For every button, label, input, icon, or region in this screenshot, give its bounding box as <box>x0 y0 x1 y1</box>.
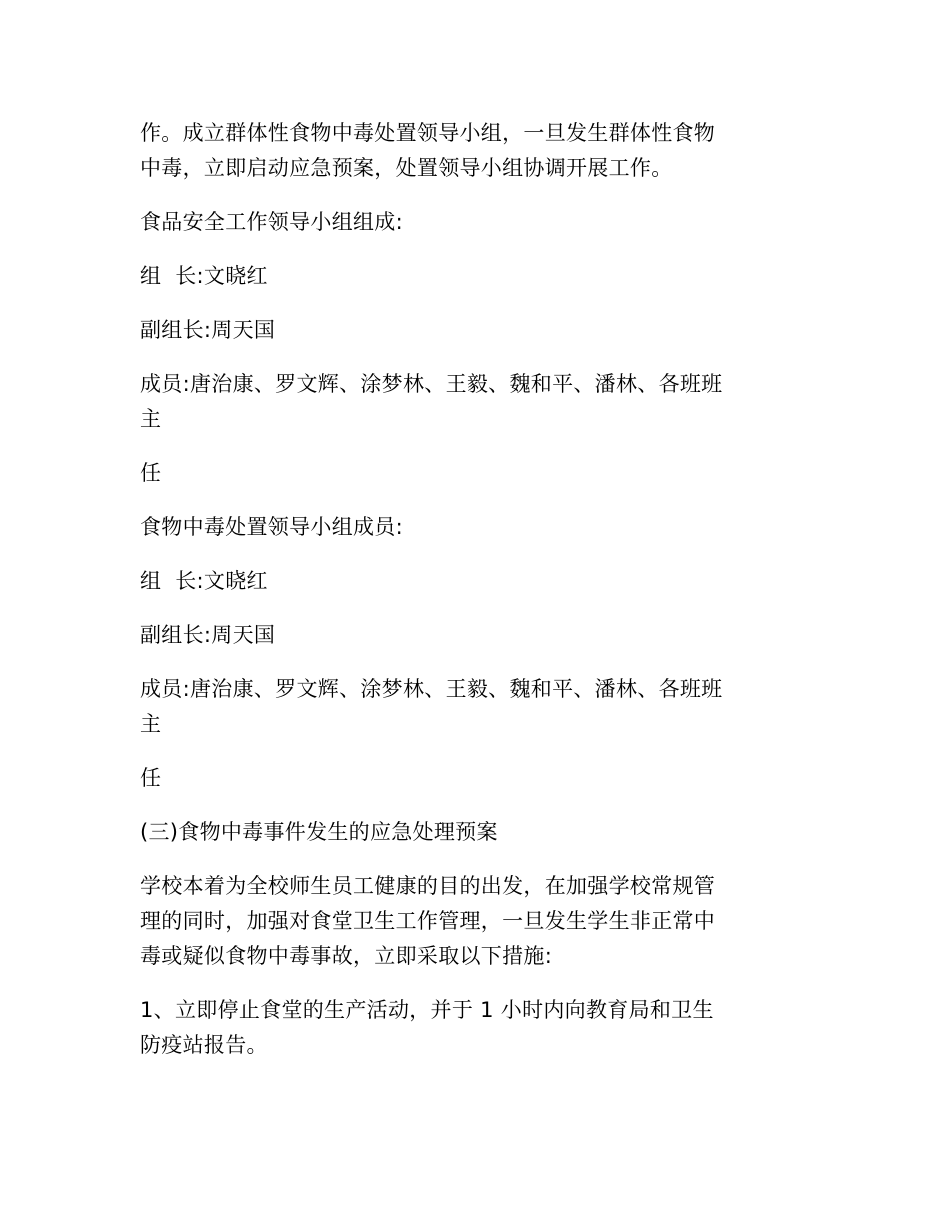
paragraph-emergency-measures <box>140 869 810 974</box>
text-line: 1、立即停止食堂的生产活动，并于 1 小时内向教育局和卫生 <box>140 998 714 1022</box>
text-line: 副组长:周天国 <box>140 623 276 647</box>
text-line: 主 <box>140 712 162 736</box>
text-line: 中毒，立即启动应急预案，处置领导小组协调开展工作。 <box>140 156 673 180</box>
group-leader <box>140 259 810 294</box>
paragraph-intro <box>140 116 810 186</box>
text-line: 主 <box>140 407 162 431</box>
text-line: 学校本着为全校师生员工健康的目的出发，在加强学校常规管 <box>140 874 716 898</box>
document-body <box>140 116 810 1082</box>
text-line: 毒或疑似食物中毒事故，立即采取以下措施: <box>140 944 553 968</box>
group-members <box>140 367 810 437</box>
text-line: 任 <box>140 766 162 790</box>
group-members-continued <box>140 761 810 796</box>
group-leader <box>140 564 810 599</box>
text-line: 组 长:文晓红 <box>140 569 268 593</box>
text-line: 作。成立群体性食物中毒处置领导小组，一旦发生群体性食物 <box>140 121 716 145</box>
text-line: 食品安全工作领导小组组成: <box>140 210 403 234</box>
text-line: 副组长:周天国 <box>140 318 276 342</box>
deputy-leader <box>140 618 810 653</box>
group-members <box>140 672 810 742</box>
list-item-1 <box>140 993 810 1063</box>
text-line: 成员:唐治康、罗文辉、涂梦林、王毅、魏和平、潘林、各班班 <box>140 372 723 396</box>
deputy-leader <box>140 313 810 348</box>
section-heading-emergency-plan <box>140 815 810 850</box>
text-line: 理的同时，加强对食堂卫生工作管理，一旦发生学生非正常中 <box>140 909 716 933</box>
section-heading-poisoning-group <box>140 510 810 545</box>
text-line: 任 <box>140 461 162 485</box>
group-members-continued <box>140 456 810 491</box>
section-heading-food-safety-group <box>140 205 810 240</box>
text-line: 防疫站报告。 <box>140 1033 268 1057</box>
text-line: 食物中毒处置领导小组成员: <box>140 515 403 539</box>
text-line: 组 长:文晓红 <box>140 264 268 288</box>
text-line: (三)食物中毒事件发生的应急处理预案 <box>140 820 498 844</box>
text-line: 成员:唐治康、罗文辉、涂梦林、王毅、魏和平、潘林、各班班 <box>140 677 723 701</box>
